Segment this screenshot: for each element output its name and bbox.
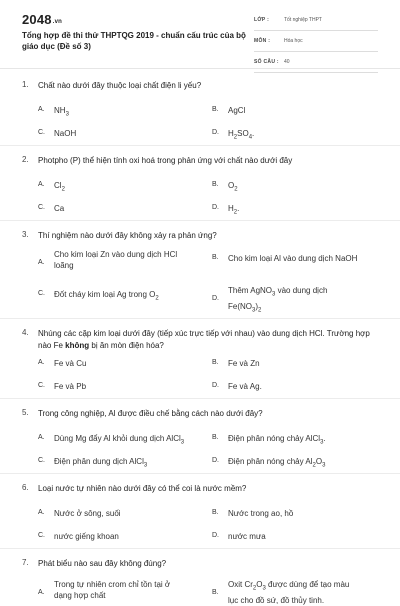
- answer-option-b[interactable]: [212, 253, 372, 267]
- option-letter: D.: [212, 532, 219, 539]
- question-number: 1.: [22, 80, 29, 89]
- question-number: 5.: [22, 408, 29, 417]
- answer-option-a[interactable]: [38, 580, 198, 600]
- question-text: Phát biểu nào sau đây không đúng?: [38, 559, 167, 568]
- answer-option-c[interactable]: [38, 456, 198, 470]
- answer-option-a[interactable]: [38, 105, 198, 119]
- question-number: 7.: [22, 558, 29, 567]
- option-text: nước mưa: [228, 532, 266, 541]
- site-logo[interactable]: [22, 12, 62, 27]
- option-letter: A.: [38, 181, 45, 188]
- option-text: NaOH: [54, 129, 77, 138]
- option-letter: D.: [212, 382, 219, 389]
- answer-option-c[interactable]: [38, 289, 198, 303]
- option-letter: B.: [212, 254, 219, 261]
- option-letter: C.: [38, 457, 45, 464]
- option-text: Fe và Pb: [54, 382, 87, 391]
- answer-option-d[interactable]: [212, 286, 372, 314]
- answer-option-b[interactable]: [212, 580, 372, 605]
- option-text: Dùng Mg đẩy Al khỏi dung dịch AlCl$_3$: [54, 434, 185, 446]
- meta-value: Tốt nghiệp THPT: [284, 17, 322, 23]
- meta-label: SỐ CÂU :: [254, 59, 279, 65]
- option-letter: D.: [212, 457, 219, 464]
- answer-option-c[interactable]: [38, 128, 198, 142]
- option-letter: B.: [212, 589, 219, 596]
- option-text: Điện phân nóng chảy AlCl$_3$.: [228, 434, 326, 446]
- answer-option-d[interactable]: [212, 381, 372, 395]
- option-text: Fe và Ag.: [228, 382, 262, 391]
- option-letter: A.: [38, 359, 45, 366]
- question-text: Chất nào dưới đây thuộc loại chất điện li yếu?: [38, 81, 202, 90]
- option-letter: C.: [38, 290, 45, 297]
- question-separator: [0, 318, 400, 319]
- answer-option-b[interactable]: [212, 508, 372, 522]
- option-letter: D.: [212, 204, 219, 211]
- answer-option-b[interactable]: [212, 180, 372, 194]
- option-letter: D.: [212, 129, 219, 136]
- option-text: Điện phân nóng chảy $Al_2O_3$: [228, 457, 326, 469]
- answer-option-c[interactable]: [38, 531, 198, 545]
- option-text: $H_2$.: [228, 204, 240, 216]
- header-divider: [0, 68, 400, 69]
- option-letter: C.: [38, 204, 45, 211]
- option-letter: C.: [38, 382, 45, 389]
- question-text: Loại nước tự nhiên nào dưới đây có thể coi là nước mềm?: [38, 484, 247, 493]
- option-letter: A.: [38, 259, 45, 266]
- option-text: Thêm AgNO$_3$ vào dung dịch $Fe(NO_3)_2$: [228, 286, 328, 314]
- option-text: Ca: [54, 204, 65, 213]
- answer-option-a[interactable]: [38, 433, 198, 447]
- answer-option-d[interactable]: [212, 203, 372, 217]
- option-letter: B.: [212, 106, 219, 113]
- question-separator: [0, 220, 400, 221]
- answer-option-d[interactable]: [212, 128, 372, 142]
- meta-value: Hóa học: [284, 38, 303, 44]
- answer-option-c[interactable]: [38, 203, 198, 217]
- option-letter: C.: [38, 532, 45, 539]
- question-separator: [0, 473, 400, 474]
- option-text: $O_2$: [228, 181, 238, 193]
- document-title: Tổng hợp đề thi thử THPTQG 2019 - chuẩn cấu trúc của bộ giáo dục (Đề số 3): [22, 31, 246, 51]
- answer-option-a[interactable]: [38, 508, 198, 522]
- option-text: AgCl: [228, 106, 246, 115]
- question-text: Nhúng các cặp kim loại dưới đây (tiếp xúc trực tiếp với nhau) vào dung dịch HCl. Trường hợp nào Fe không bị ăn mòn điện hóa?: [38, 329, 370, 350]
- answer-option-b[interactable]: [212, 358, 372, 372]
- option-letter: D.: [212, 295, 219, 302]
- option-letter: A.: [38, 434, 45, 441]
- meta-label: LỚP :: [254, 17, 270, 23]
- option-text: Nước trong ao, hồ: [228, 509, 294, 518]
- question-text: Photpho (P) thể hiện tính oxi hoá trong phản ứng với chất nào dưới đây: [38, 156, 293, 165]
- answer-option-d[interactable]: [212, 531, 372, 545]
- option-text: nước giếng khoan: [54, 532, 119, 541]
- answer-option-b[interactable]: [212, 433, 372, 447]
- option-text: Đốt cháy kim loại Ag trong $O_2$: [54, 290, 159, 302]
- question-number: 6.: [22, 483, 29, 492]
- option-letter: B.: [212, 359, 219, 366]
- option-text: Điện phân dung dịch AlCl$_3$: [54, 457, 148, 469]
- option-text: Nước ở sông, suối: [54, 509, 121, 518]
- option-text: Oxit $Cr_2O_3$ được dùng để tạo màu lục cho đồ sứ, đồ thủy tinh.: [228, 580, 350, 605]
- option-letter: B.: [212, 434, 219, 441]
- answer-option-a[interactable]: [38, 250, 198, 270]
- meta-row-subject: [254, 35, 378, 52]
- option-text: Cho kim loại Al vào dung dịch NaOH: [228, 254, 358, 263]
- answer-option-b[interactable]: [212, 105, 372, 119]
- option-text: Fe và Zn: [228, 359, 260, 368]
- option-letter: A.: [38, 589, 45, 596]
- question-number: 3.: [22, 230, 29, 239]
- answer-option-c[interactable]: [38, 381, 198, 395]
- question-separator: [0, 548, 400, 549]
- meta-value: 40: [284, 59, 290, 65]
- question-separator: [0, 398, 400, 399]
- option-text: Fe và Cu: [54, 359, 87, 368]
- meta-label: MÔN :: [254, 38, 271, 44]
- meta-row-count: [254, 56, 378, 73]
- option-text: Trong tự nhiên crom chỉ tồn tại ở dạng hợp chất: [54, 580, 171, 600]
- page-header: [0, 0, 400, 68]
- option-text: Cho kim loại Zn vào dung dịch HCl loãng: [54, 250, 178, 270]
- meta-row-class: [254, 14, 378, 31]
- option-text: $H_2SO_4$.: [228, 129, 255, 141]
- question-number: 2.: [22, 155, 29, 164]
- question-text: Trong công nghiệp, Al được điều chế bằng cách nào dưới đây?: [38, 409, 263, 418]
- question-number: 4.: [22, 328, 29, 337]
- option-letter: A.: [38, 106, 45, 113]
- answer-option-a[interactable]: [38, 180, 198, 194]
- question-separator: [0, 145, 400, 146]
- answer-option-a[interactable]: [38, 358, 198, 372]
- question-text: Thí nghiệm nào dưới đây không xảy ra phản ứng?: [38, 231, 217, 240]
- logo-text: 2048: [22, 12, 52, 27]
- option-text: $Cl_2$: [54, 181, 65, 193]
- option-letter: A.: [38, 509, 45, 516]
- exam-meta: [254, 14, 378, 73]
- logo-tld: .vn: [52, 19, 63, 25]
- option-letter: B.: [212, 509, 219, 516]
- option-letter: C.: [38, 129, 45, 136]
- option-text: $NH_3$: [54, 106, 69, 118]
- option-letter: B.: [212, 181, 219, 188]
- answer-option-d[interactable]: [212, 456, 372, 470]
